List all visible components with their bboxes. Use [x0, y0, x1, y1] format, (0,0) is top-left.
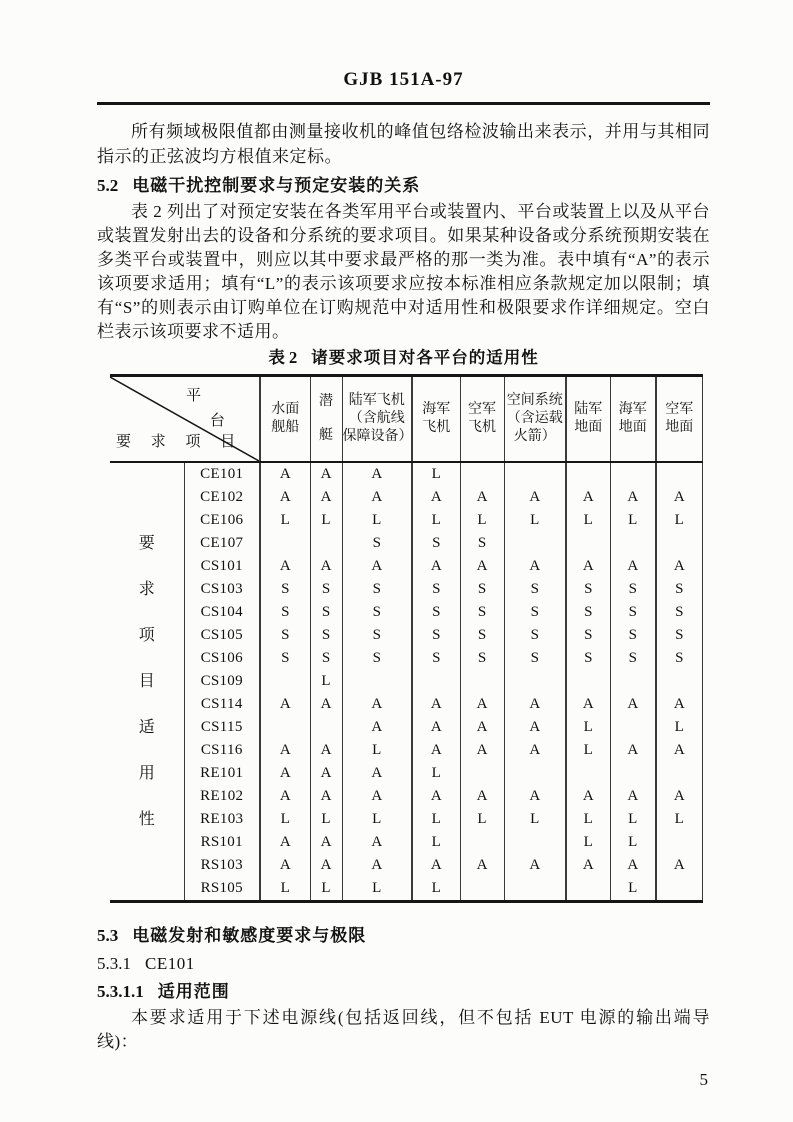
table-row-CE107 — [110, 532, 702, 555]
platform-header-line: （含航线 — [348, 411, 405, 426]
applicability-cell — [610, 462, 656, 486]
section-5-3-1-heading — [97, 954, 710, 974]
applicability-cell: A — [310, 739, 342, 762]
applicability-cell: A — [412, 555, 460, 578]
paragraph-frequency-limits: 所有频域极限值都由测量接收机的峰值包络检波输出来表示，并用与其相同指示的正弦波均方根值来定标。 — [97, 122, 710, 166]
requirement-code: CS116 — [184, 739, 260, 762]
table-2-applicability — [110, 374, 703, 903]
table-row-CS109 — [110, 670, 702, 693]
applicability-cell: L — [566, 509, 610, 532]
applicability-cell: L — [310, 509, 342, 532]
applicability-cell: A — [342, 486, 412, 509]
applicability-cell: L — [460, 808, 504, 831]
platform-header-line: 飞机 — [468, 420, 496, 435]
table-row-CS101 — [110, 555, 702, 578]
applicability-cell: S — [504, 578, 566, 601]
applicability-cell: A — [310, 785, 342, 808]
table-2-caption — [97, 348, 710, 368]
platform-header-0 — [260, 376, 310, 463]
table-row-CE101 — [110, 462, 702, 486]
applicability-cell: A — [260, 762, 310, 785]
side-label-cell: 用 — [138, 765, 155, 782]
table-row-CS105 — [110, 624, 702, 647]
side-label-cell: 性 — [138, 811, 155, 828]
table-row-RE103 — [110, 808, 702, 831]
section-5-3-1-title: CE101 — [145, 954, 195, 973]
standard-number: GJB 151A-97 — [343, 69, 464, 90]
applicability-cell: L — [610, 877, 656, 902]
applicability-cell: S — [460, 647, 504, 670]
applicability-cell — [566, 532, 610, 555]
applicability-cell: A — [504, 693, 566, 716]
applicability-cell — [504, 877, 566, 902]
applicability-cell: A — [566, 555, 610, 578]
applicability-cell: A — [504, 739, 566, 762]
side-label-cell — [110, 854, 184, 877]
requirement-code: CS106 — [184, 647, 260, 670]
applicability-cell: S — [610, 601, 656, 624]
corner-platform-char-2: 台 — [209, 413, 225, 430]
applicability-cell: S — [656, 647, 702, 670]
applicability-cell: A — [260, 462, 310, 486]
applicability-cell: A — [260, 555, 310, 578]
table-row-RS101 — [110, 831, 702, 854]
side-label-cell — [110, 877, 184, 902]
applicability-cell: L — [342, 509, 412, 532]
applicability-cell: L — [656, 716, 702, 739]
requirement-code: CS114 — [184, 693, 260, 716]
applicability-cell: A — [310, 462, 342, 486]
applicability-cell — [656, 462, 702, 486]
applicability-cell: A — [656, 486, 702, 509]
applicability-cell — [566, 462, 610, 486]
applicability-cell: S — [310, 601, 342, 624]
applicability-cell — [656, 670, 702, 693]
table-row-RE102 — [110, 785, 702, 808]
applicability-cell: A — [656, 854, 702, 877]
paragraph-ce101-scope: 本要求适用于下述电源线(包括返回线，但不包括 EUT 电源的输出端导线)： — [97, 1008, 710, 1051]
applicability-cell: A — [342, 854, 412, 877]
requirement-code: RE102 — [184, 785, 260, 808]
requirement-code: CS115 — [184, 716, 260, 739]
applicability-cell: L — [260, 509, 310, 532]
applicability-cell: L — [412, 877, 460, 902]
table-row-CS104 — [110, 601, 702, 624]
applicability-cell: L — [656, 808, 702, 831]
table-row-RE101 — [110, 762, 702, 785]
applicability-cell: A — [460, 854, 504, 877]
applicability-cell — [310, 532, 342, 555]
applicability-cell — [460, 462, 504, 486]
applicability-cell: A — [342, 716, 412, 739]
platform-header-line: （含运载 — [506, 411, 563, 426]
header-rule — [97, 102, 710, 105]
applicability-cell — [610, 532, 656, 555]
applicability-cell: S — [566, 647, 610, 670]
corner-platform-char-1: 平 — [185, 388, 201, 405]
applicability-cell: S — [310, 578, 342, 601]
platform-header-line: 水面 — [271, 402, 300, 417]
requirement-code: CE107 — [184, 532, 260, 555]
applicability-cell: A — [412, 486, 460, 509]
applicability-cell: L — [412, 509, 460, 532]
side-label-cell: 适 — [138, 719, 155, 736]
applicability-cell — [260, 532, 310, 555]
applicability-cell: A — [566, 785, 610, 808]
requirement-code: RE101 — [184, 762, 260, 785]
applicability-cell: S — [460, 532, 504, 555]
applicability-cell — [504, 831, 566, 854]
applicability-cell: A — [342, 762, 412, 785]
applicability-cell: L — [342, 739, 412, 762]
section-5-3-number: 5.3 — [97, 926, 119, 945]
paragraph-table2-intro: 表 2 列出了对预定安装在各类军用平台或装置内、平台或装置上以及从平台或装置发射出去的设备和分系统的要求项目。如果某种设备或分系统预期安装在多类平台或装置中，则应以其中要求最严格的那一类为准。表中填有“A”的表示该项要求适用；填有“L”的表示该项要求应按本标准相应条款规定加以限制；填有“S”的则表示由订购单位在订购规范中对适用性和极限要求作详细规定。空白栏表示该项要求不适用。 — [97, 202, 710, 341]
side-label-cell: 项 — [138, 627, 155, 644]
applicability-cell: S — [342, 578, 412, 601]
platform-header-7 — [610, 376, 656, 463]
applicability-cell: A — [342, 693, 412, 716]
applicability-cell — [566, 762, 610, 785]
applicability-cell: A — [260, 785, 310, 808]
requirement-code: CS105 — [184, 624, 260, 647]
applicability-cell: A — [460, 555, 504, 578]
section-5-2-title: 电磁干扰控制要求与预定安装的关系 — [132, 176, 421, 195]
applicability-cell: L — [566, 831, 610, 854]
corner-requirement-label: 要 求 项 目 — [116, 434, 244, 450]
table-row-CE102 — [110, 486, 702, 509]
applicability-cell: L — [342, 808, 412, 831]
section-5-2-number: 5.2 — [97, 176, 119, 195]
applicability-cell: A — [310, 555, 342, 578]
applicability-cell: A — [504, 785, 566, 808]
applicability-cell: L — [342, 877, 412, 902]
applicability-cell: A — [656, 693, 702, 716]
applicability-cell: A — [412, 854, 460, 877]
requirement-code: RS103 — [184, 854, 260, 877]
section-5-3-title: 电磁发射和敏感度要求与极限 — [132, 926, 367, 945]
applicability-cell: A — [566, 486, 610, 509]
applicability-cell — [610, 716, 656, 739]
platform-header-line: 火箭） — [513, 429, 556, 444]
platform-header-line: 海军 — [618, 402, 647, 417]
applicability-cell: S — [656, 624, 702, 647]
applicability-cell: L — [566, 808, 610, 831]
platform-header-2 — [342, 376, 412, 463]
platform-header-line: 飞机 — [422, 420, 451, 435]
side-label-cell — [110, 555, 184, 578]
applicability-cell — [260, 670, 310, 693]
applicability-cell: S — [412, 578, 460, 601]
applicability-cell — [504, 532, 566, 555]
applicability-cell: S — [610, 578, 656, 601]
table-2-caption-title: 诸要求项目对各平台的适用性 — [311, 349, 539, 367]
requirement-code: CS103 — [184, 578, 260, 601]
applicability-cell: L — [260, 877, 310, 902]
applicability-cell: S — [412, 601, 460, 624]
table-row-CS106 — [110, 647, 702, 670]
applicability-cell: S — [342, 647, 412, 670]
platform-header-line: 空军 — [468, 402, 496, 417]
table-body — [110, 462, 702, 902]
applicability-cell: S — [260, 601, 310, 624]
section-5-3-heading — [97, 925, 710, 946]
applicability-cell: L — [566, 739, 610, 762]
platform-header-line: 地面 — [618, 420, 647, 435]
applicability-cell: A — [504, 486, 566, 509]
applicability-cell: A — [460, 693, 504, 716]
applicability-cell: S — [504, 601, 566, 624]
applicability-cell — [260, 716, 310, 739]
applicability-cell: A — [260, 854, 310, 877]
platform-header-line: 艇 — [319, 428, 333, 443]
platform-header-line: 陆军 — [574, 402, 603, 417]
applicability-cell: L — [412, 462, 460, 486]
requirement-code: CE102 — [184, 486, 260, 509]
section-5-3-1-1-title: 适用范围 — [157, 982, 230, 1001]
applicability-cell: A — [260, 831, 310, 854]
applicability-cell: A — [504, 555, 566, 578]
applicability-cell: A — [460, 739, 504, 762]
applicability-cell: A — [504, 716, 566, 739]
applicability-cell: S — [260, 624, 310, 647]
side-label-cell — [110, 785, 184, 808]
applicability-cell: S — [460, 601, 504, 624]
applicability-cell: A — [412, 739, 460, 762]
applicability-cell: S — [412, 624, 460, 647]
applicability-cell: A — [566, 693, 610, 716]
requirement-code: CE101 — [184, 462, 260, 486]
applicability-cell — [656, 532, 702, 555]
side-label-cell: 目 — [138, 673, 155, 690]
table-row-CS114 — [110, 693, 702, 716]
applicability-cell: A — [460, 785, 504, 808]
side-label-cell — [110, 486, 184, 509]
requirement-code: CS101 — [184, 555, 260, 578]
applicability-cell — [412, 670, 460, 693]
table-row-CS103 — [110, 578, 702, 601]
applicability-cell: S — [260, 647, 310, 670]
side-label-cell — [110, 462, 184, 486]
table-corner-cell — [110, 376, 260, 463]
page-number: 5 — [699, 1070, 708, 1089]
applicability-cell: L — [656, 509, 702, 532]
applicability-cell: L — [504, 808, 566, 831]
applicability-cell: A — [566, 854, 610, 877]
requirement-code: CS104 — [184, 601, 260, 624]
requirement-code: CE106 — [184, 509, 260, 532]
side-label-cell — [110, 509, 184, 532]
applicability-cell — [610, 670, 656, 693]
applicability-cell: L — [504, 509, 566, 532]
applicability-cell: A — [610, 486, 656, 509]
side-label-cell — [110, 831, 184, 854]
applicability-cell — [504, 762, 566, 785]
applicability-cell: A — [260, 739, 310, 762]
platform-header-line: 陆军飞机 — [348, 393, 405, 408]
applicability-cell: S — [610, 647, 656, 670]
side-label-cell: 求 — [138, 581, 155, 598]
applicability-cell: S — [460, 624, 504, 647]
applicability-cell: A — [310, 831, 342, 854]
applicability-cell: A — [260, 693, 310, 716]
applicability-cell — [504, 670, 566, 693]
applicability-cell — [610, 762, 656, 785]
applicability-cell — [504, 462, 566, 486]
applicability-cell: S — [504, 624, 566, 647]
applicability-cell — [656, 762, 702, 785]
applicability-cell: L — [610, 831, 656, 854]
applicability-cell: S — [566, 578, 610, 601]
table-row-CE106 — [110, 509, 702, 532]
applicability-cell: A — [610, 693, 656, 716]
applicability-cell — [460, 831, 504, 854]
applicability-cell: A — [610, 854, 656, 877]
applicability-cell: S — [310, 647, 342, 670]
applicability-cell: S — [412, 532, 460, 555]
table-row-RS103 — [110, 854, 702, 877]
applicability-cell: S — [656, 578, 702, 601]
applicability-cell: A — [610, 785, 656, 808]
applicability-cell — [566, 877, 610, 902]
applicability-cell: A — [610, 739, 656, 762]
platform-header-4 — [460, 376, 504, 463]
applicability-cell: L — [310, 808, 342, 831]
applicability-cell — [310, 716, 342, 739]
applicability-cell: A — [656, 785, 702, 808]
platform-header-1 — [310, 376, 342, 463]
applicability-cell: L — [310, 877, 342, 902]
table-row-RS105 — [110, 877, 702, 902]
platform-header-line: 舰船 — [271, 420, 300, 435]
applicability-cell: S — [342, 532, 412, 555]
requirement-code: CS109 — [184, 670, 260, 693]
applicability-cell: A — [310, 693, 342, 716]
table-row-CS116 — [110, 739, 702, 762]
applicability-cell: L — [260, 808, 310, 831]
platform-header-line: 保障设备） — [342, 429, 412, 444]
applicability-cell: L — [460, 509, 504, 532]
platform-header-8 — [656, 376, 702, 463]
applicability-cell: S — [342, 624, 412, 647]
applicability-cell: L — [412, 831, 460, 854]
applicability-cell: L — [412, 762, 460, 785]
applicability-cell: S — [260, 578, 310, 601]
applicability-cell: L — [566, 716, 610, 739]
applicability-cell: A — [260, 486, 310, 509]
applicability-cell: A — [656, 739, 702, 762]
applicability-cell — [656, 877, 702, 902]
applicability-cell — [460, 877, 504, 902]
platform-header-6 — [566, 376, 610, 463]
platform-header-line: 空军 — [665, 402, 694, 417]
applicability-cell — [460, 762, 504, 785]
section-5-3-1-1-heading — [97, 982, 710, 1002]
applicability-cell: S — [656, 601, 702, 624]
side-label-cell — [110, 739, 184, 762]
applicability-cell — [566, 670, 610, 693]
table-row-CS115 — [110, 716, 702, 739]
table-2-caption-number: 表 2 — [268, 348, 298, 367]
requirement-code: RS101 — [184, 831, 260, 854]
applicability-cell: A — [412, 716, 460, 739]
section-5-2-heading — [97, 175, 710, 196]
applicability-cell: A — [610, 555, 656, 578]
applicability-cell: A — [310, 762, 342, 785]
applicability-cell: A — [310, 486, 342, 509]
applicability-cell: L — [310, 670, 342, 693]
platform-header-line: 空间系统 — [506, 393, 563, 408]
applicability-cell: S — [610, 624, 656, 647]
applicability-cell: A — [504, 854, 566, 877]
platform-header-line: 潜 — [319, 394, 333, 409]
applicability-cell: A — [342, 555, 412, 578]
applicability-cell: A — [412, 693, 460, 716]
section-5-3-1-1-number: 5.3.1.1 — [97, 982, 144, 1001]
platform-header-5 — [504, 376, 566, 463]
applicability-cell: A — [460, 486, 504, 509]
applicability-cell — [342, 670, 412, 693]
side-label-cell — [110, 601, 184, 624]
applicability-cell: L — [610, 509, 656, 532]
applicability-cell — [460, 670, 504, 693]
applicability-cell: S — [342, 601, 412, 624]
platform-header-line: 地面 — [665, 420, 694, 435]
applicability-cell: A — [310, 854, 342, 877]
applicability-cell: A — [656, 555, 702, 578]
applicability-cell: L — [412, 808, 460, 831]
applicability-cell: S — [504, 647, 566, 670]
applicability-cell: L — [610, 808, 656, 831]
applicability-cell: A — [342, 462, 412, 486]
side-label-cell — [110, 647, 184, 670]
applicability-cell: S — [412, 647, 460, 670]
applicability-cell — [656, 831, 702, 854]
side-label-cell: 要 — [138, 535, 155, 552]
applicability-cell: S — [566, 601, 610, 624]
applicability-cell: S — [566, 624, 610, 647]
applicability-cell: A — [412, 785, 460, 808]
applicability-cell: A — [342, 785, 412, 808]
table-header-row — [110, 376, 702, 463]
section-5-3-1-number: 5.3.1 — [97, 954, 131, 973]
side-label-cell — [110, 693, 184, 716]
applicability-cell: S — [310, 624, 342, 647]
applicability-cell: S — [460, 578, 504, 601]
requirement-code: RS105 — [184, 877, 260, 902]
applicability-cell: A — [460, 716, 504, 739]
applicability-cell: A — [342, 831, 412, 854]
requirement-code: RE103 — [184, 808, 260, 831]
platform-header-line: 地面 — [574, 420, 603, 435]
platform-header-3 — [412, 376, 460, 463]
platform-header-line: 海军 — [422, 402, 451, 417]
